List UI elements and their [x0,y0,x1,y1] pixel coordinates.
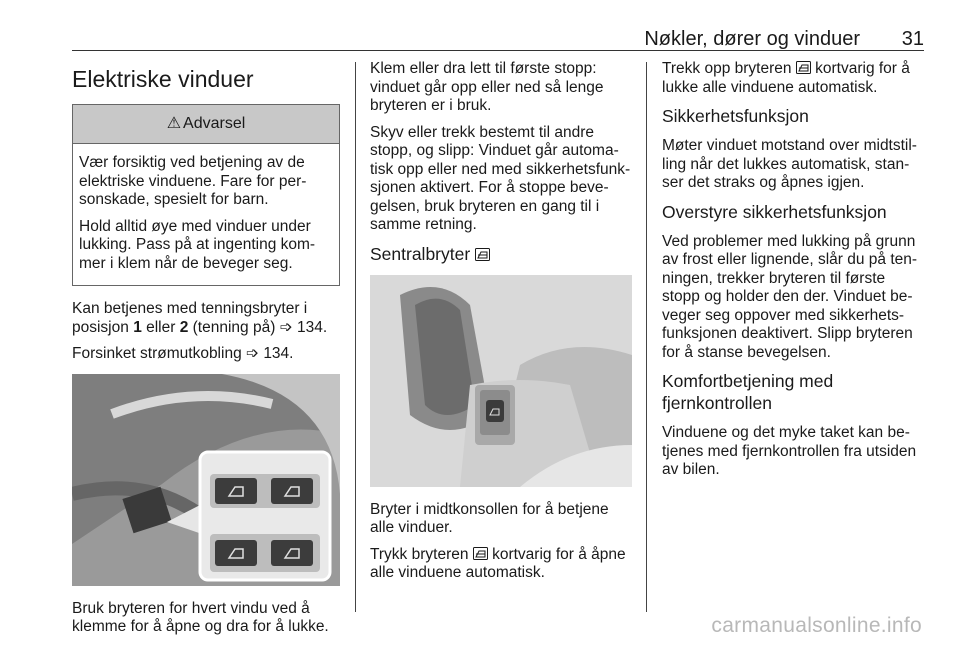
section-heading: Sikkerhetsfunksjon [662,106,809,126]
warning-triangle-icon: ⚠ [166,114,182,132]
text-run: Kan betjenes med tenningsbryter i posisjon [72,300,308,336]
text-run: kortvarig for å åpne alle vinduene automatisk. [370,545,626,581]
body-paragraph: Vinduene og det myke taket kan be-tjenes med fjernkontrollen fra utsiden av bilen. [662,424,917,478]
column-divider [355,62,356,612]
page-reference-arrow-icon: ➩ [246,345,259,362]
section-heading: Elektriske vinduer [72,66,254,92]
car-window-switch-icon [475,248,490,261]
text-run: Trekk opp bryteren [662,60,796,77]
page-reference[interactable]: 134. [263,345,294,362]
section-heading [370,243,632,265]
warning-header [73,105,339,144]
body-paragraph [72,300,340,337]
warning-paragraph: Hold alltid øye med vinduer under lukking. Pass på at ingenting kom-mer i klem når de beveger seg. [79,217,316,272]
text-run: Forsinket strømutkobling [72,345,246,362]
page-reference-arrow-icon: ➩ [279,318,293,336]
warning-paragraph: Vær forsiktig ved betjening av de elektriske vinduene. Fare for per-sonskade, spesielt for barn. [79,154,307,208]
header-rule [72,50,924,51]
door-switch-illustration [72,374,340,586]
body-paragraph [662,60,926,97]
text-run: kortvarig for å lukke alle vinduene automatisk. [662,60,910,96]
body-paragraph: Skyv eller trekk bestemt til andre stopp, og slipp: Vinduet går automa-tisk opp eller ned med sikkerhetsfunk-sjonen aktivert. For å stoppe beve-gelsen, bruk bryteren en gang til i samme retning. [370,123,631,233]
door-switch-photo [72,374,340,586]
image-caption: Bryter i midtkonsollen for å betjene alle vinduer. [370,500,609,536]
text-run: 1 [133,318,142,336]
text-run: (tenning på) [188,318,280,336]
car-window-switch-icon [473,547,488,560]
page-number: 31 [901,28,924,50]
body-paragraph [72,345,340,364]
column-1 [72,60,340,645]
text-run: Trykk bryteren [370,545,473,563]
column-3 [662,60,926,488]
warning-body [73,144,339,285]
page-header [72,26,924,50]
section-heading: Overstyre sikkerhetsfunksjon [662,201,887,222]
page-reference[interactable]: 134. [297,318,328,336]
body-paragraph [370,546,632,583]
warning-title: Advarsel [183,114,246,132]
body-paragraph: Klem eller dra lett til første stopp: vinduet går opp eller ned så lenge bryteren er i bruk. [370,60,604,114]
center-console-photo [370,275,632,487]
section-heading: Komfortbetjening med fjernkontrollen [662,371,834,413]
center-console-illustration [370,275,632,487]
image-caption: Bruk bryteren for hvert vindu ved å klemme for å åpne og dra for å lukke. [72,599,329,635]
text-run: eller [141,318,180,336]
car-window-switch-icon [796,61,811,74]
watermark: carmanualsonline.info [711,614,922,637]
text-run: 2 [179,318,189,336]
column-2 [370,60,632,591]
column-divider [646,62,647,612]
warning-box [72,104,340,286]
body-paragraph: Ved problemer med lukking på grunn av frost eller lignende, slår du på ten-ningen, trekker bryteren til første stopp og holder den der. Vinduet be-veger seg oppover med sikkerhets-funksjonen deaktivert. Slipp bryteren for å stanse bevegelsen. [662,232,918,361]
heading-text: Sentralbryter [370,243,471,264]
page-title: Nøkler, dører og vinduer [644,28,860,50]
body-paragraph: Møter vinduet motstand over midtstil-ling når det lukkes automatisk, stan-ser det straks og åpnes igjen. [662,137,917,191]
